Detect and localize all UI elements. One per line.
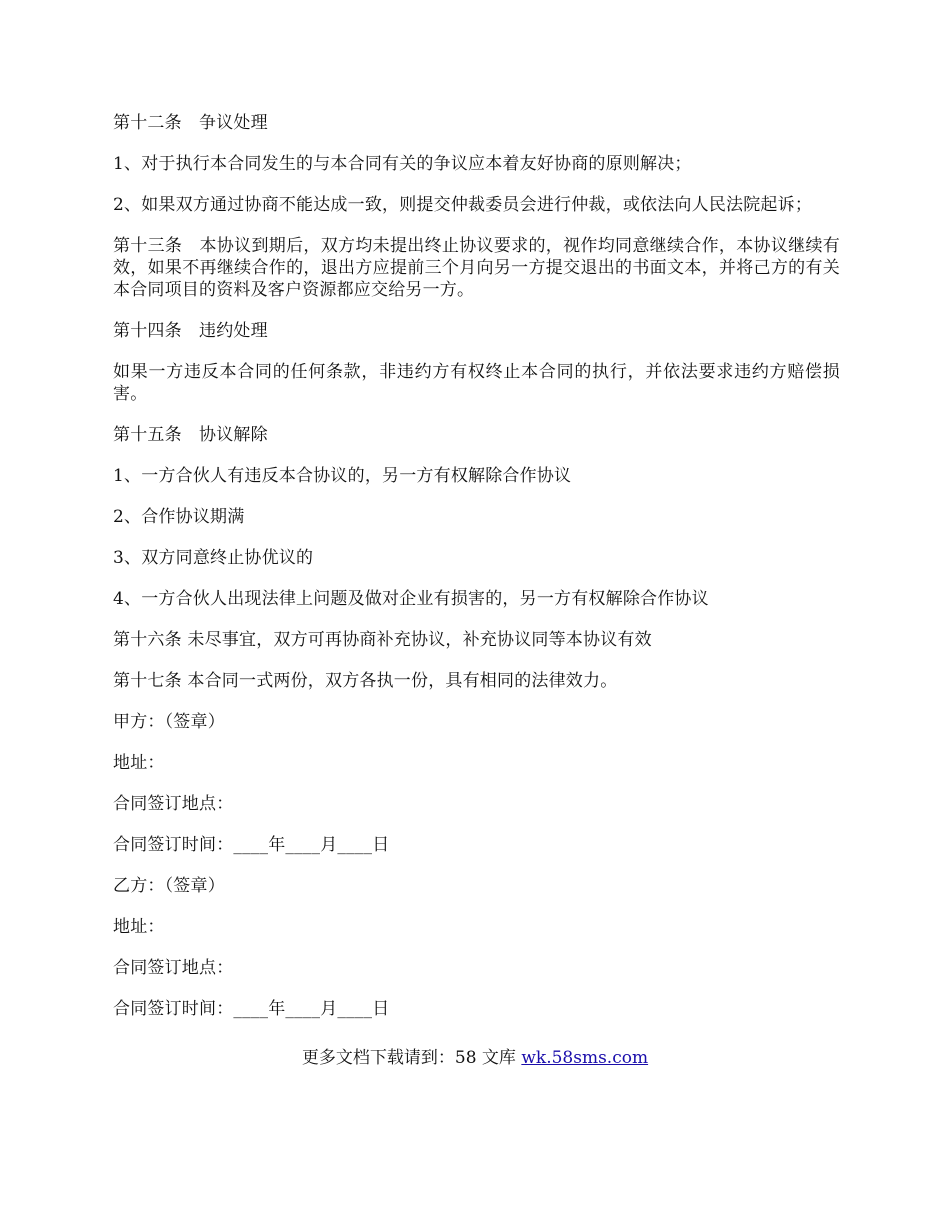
- footer-link[interactable]: wk.58sms.com: [521, 1048, 649, 1068]
- party-a-signing-place: 合同签订地点：: [113, 794, 234, 814]
- article-15-item-1: 1、一方合伙人有违反本合协议的，另一方有权解除合作协议: [113, 466, 572, 486]
- footer-text: 更多文档下载请到：58 文库: [301, 1048, 522, 1068]
- party-b-address: 地址：: [113, 917, 165, 937]
- article-13-text: 第十三条 本协议到期后，双方均未提出终止协议要求的，视作均同意继续合作，本协议继续有效，如果不再继续合作的，退出方应提前三个月向另一方提交退出的书面文本，并将己方的有关本合同项目的资料及客户资源都应交给另一方。: [113, 236, 840, 300]
- article-16-text: 第十六条 未尽事宜，双方可再协商补充协议，补充协议同等本协议有效: [113, 630, 652, 650]
- article-15-item-4: 4、一方合伙人出现法律上问题及做对企业有损害的，另一方有权解除合作协议: [113, 589, 709, 609]
- party-a-signing-date: 合同签订时间：____年____月____日: [113, 835, 390, 855]
- article-12-heading: 第十二条 争议处理: [113, 113, 268, 133]
- party-b-signature: 乙方：（签章）: [113, 876, 225, 896]
- party-a-address: 地址：: [113, 753, 165, 773]
- article-12-item-1: 1、对于执行本合同发生的与本合同有关的争议应本着友好协商的原则解决；: [113, 154, 692, 174]
- article-14-text: 如果一方违反本合同的任何条款，非违约方有权终止本合同的执行，并依法要求违约方赔偿损害。: [113, 362, 840, 404]
- article-17-text: 第十七条 本合同一式两份，双方各执一份，具有相同的法律效力。: [113, 671, 618, 691]
- party-a-signature: 甲方：（签章）: [113, 712, 225, 732]
- document-body: [113, 112, 840, 1039]
- article-14-heading: 第十四条 违约处理: [113, 321, 268, 341]
- party-b-signing-date: 合同签订时间：____年____月____日: [113, 999, 390, 1019]
- article-15-heading: 第十五条 协议解除: [113, 425, 268, 445]
- article-15-item-2: 2、合作协议期满: [113, 507, 245, 527]
- footer: [0, 1047, 950, 1069]
- article-12-item-2: 2、如果双方通过协商不能达成一致，则提交仲裁委员会进行仲裁，或依法向人民法院起诉；: [113, 195, 813, 215]
- party-b-signing-place: 合同签订地点：: [113, 958, 234, 978]
- article-15-item-3: 3、双方同意终止协优议的: [113, 548, 314, 568]
